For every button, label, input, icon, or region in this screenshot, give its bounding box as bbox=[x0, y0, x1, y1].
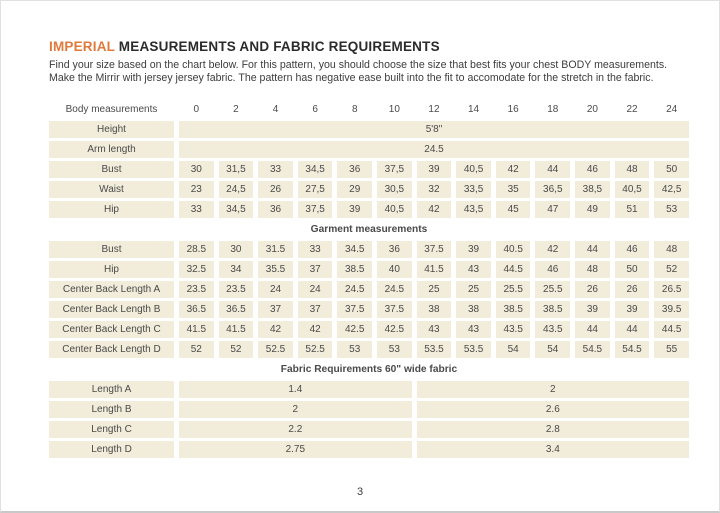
value-cell: 36 bbox=[258, 201, 293, 218]
value-cell: 33 bbox=[298, 241, 333, 258]
value-cell: 42 bbox=[298, 321, 333, 338]
size-header-cell: 18 bbox=[547, 104, 559, 115]
value-cell: 42 bbox=[417, 201, 452, 218]
value-cell: 44 bbox=[615, 321, 650, 338]
value-cell: 26.5 bbox=[654, 281, 689, 298]
value-cell: 52 bbox=[654, 261, 689, 278]
intro-line-1: Find your size based on the chart below. For this pattern, you should choose the size that best fits your chest BODY measurements. bbox=[49, 59, 668, 71]
value-cell: 38.5 bbox=[496, 301, 531, 318]
value-cell: 34,5 bbox=[298, 161, 333, 178]
row-label-cell: Bust bbox=[49, 161, 174, 178]
size-header-cell: 14 bbox=[468, 104, 480, 115]
value-cell: 37.5 bbox=[377, 301, 412, 318]
size-header-cell: 4 bbox=[272, 104, 279, 115]
value-cell: 39.5 bbox=[654, 301, 689, 318]
value-cell: 37 bbox=[258, 301, 293, 318]
size-header-cell: 6 bbox=[312, 104, 318, 115]
value-cell: 52.5 bbox=[258, 341, 293, 358]
value-cell: 24 bbox=[258, 281, 293, 298]
merged-value-cell: 24.5 bbox=[179, 141, 689, 158]
value-cell: 38 bbox=[417, 301, 452, 318]
value-cell: 38 bbox=[456, 301, 491, 318]
value-cell: 37,5 bbox=[377, 161, 412, 178]
value-cell: 42,5 bbox=[654, 181, 689, 198]
value-cell: 26 bbox=[575, 281, 610, 298]
value-cell: 50 bbox=[615, 261, 650, 278]
value-cell: 46 bbox=[615, 241, 650, 258]
value-cell: 29 bbox=[337, 181, 372, 198]
value-cell: 44 bbox=[575, 241, 610, 258]
table-row bbox=[49, 381, 689, 398]
row-label-cell: Center Back Length D bbox=[49, 341, 174, 358]
value-cell: 42.5 bbox=[377, 321, 412, 338]
table-row bbox=[49, 301, 689, 318]
value-cell: 46 bbox=[575, 161, 610, 178]
value-cell: 33,5 bbox=[456, 181, 491, 198]
value-cell: 54.5 bbox=[575, 341, 610, 358]
value-cell: 38.5 bbox=[535, 301, 570, 318]
value-cell: 42 bbox=[496, 161, 531, 178]
value-cell: 40,5 bbox=[377, 201, 412, 218]
value-cell: 41.5 bbox=[417, 261, 452, 278]
size-header-cell: 10 bbox=[388, 104, 400, 115]
value-cell: 52 bbox=[219, 341, 254, 358]
value-cell: 33 bbox=[258, 161, 293, 178]
value-cell: 27,5 bbox=[298, 181, 333, 198]
table-row bbox=[49, 261, 689, 278]
value-cell: 23.5 bbox=[179, 281, 214, 298]
intro-paragraph bbox=[49, 59, 687, 85]
value-cell: 53 bbox=[337, 341, 372, 358]
table-row bbox=[49, 141, 689, 158]
row-label-cell: Hip bbox=[49, 261, 174, 278]
value-cell: 25.5 bbox=[496, 281, 531, 298]
page-number: 3 bbox=[356, 486, 364, 498]
value-cell: 43.5 bbox=[535, 321, 570, 338]
fabric-small-sizes-cell: 2.2 bbox=[179, 421, 412, 438]
value-cell: 30 bbox=[219, 241, 254, 258]
table-row bbox=[49, 241, 689, 258]
page-title-rest: MEASUREMENTS AND FABRIC REQUIREMENTS bbox=[114, 39, 440, 54]
value-cell: 42 bbox=[258, 321, 293, 338]
value-cell: 44 bbox=[535, 161, 570, 178]
table-row bbox=[49, 121, 689, 138]
value-cell: 48 bbox=[654, 241, 689, 258]
row-label-cell: Bust bbox=[49, 241, 174, 258]
intro-line-2: Make the Mirrir with jersey jersey fabric. The pattern has negative ease built into the fit to accomodate for the stretch in the fabric. bbox=[49, 72, 654, 84]
row-label-cell: Height bbox=[49, 121, 174, 138]
value-cell: 43 bbox=[456, 261, 491, 278]
table-row bbox=[49, 401, 689, 418]
value-cell: 43.5 bbox=[496, 321, 531, 338]
size-header-cell: 8 bbox=[351, 104, 358, 115]
value-cell: 41.5 bbox=[219, 321, 254, 338]
value-cell: 47 bbox=[535, 201, 570, 218]
value-cell: 53 bbox=[377, 341, 412, 358]
value-cell: 36.5 bbox=[179, 301, 214, 318]
size-header-row bbox=[49, 101, 689, 118]
value-cell: 25 bbox=[456, 281, 491, 298]
value-cell: 28.5 bbox=[179, 241, 214, 258]
value-cell: 39 bbox=[456, 241, 491, 258]
size-header-cell: 2 bbox=[233, 104, 239, 115]
page-title bbox=[49, 39, 687, 54]
value-cell: 23 bbox=[179, 181, 214, 198]
row-label-cell: Length A bbox=[49, 381, 174, 398]
garment-section-header: Garment measurements bbox=[310, 224, 428, 235]
value-cell: 40 bbox=[377, 261, 412, 278]
value-cell: 41.5 bbox=[179, 321, 214, 338]
value-cell: 46 bbox=[535, 261, 570, 278]
value-cell: 39 bbox=[615, 301, 650, 318]
value-cell: 34,5 bbox=[219, 201, 254, 218]
value-cell: 53.5 bbox=[456, 341, 491, 358]
value-cell: 37 bbox=[298, 301, 333, 318]
size-header-cell: 24 bbox=[666, 104, 678, 115]
row-label-cell: Center Back Length B bbox=[49, 301, 174, 318]
fabric-section-row bbox=[49, 361, 689, 378]
value-cell: 40.5 bbox=[496, 241, 531, 258]
value-cell: 49 bbox=[575, 201, 610, 218]
value-cell: 39 bbox=[417, 161, 452, 178]
value-cell: 24.5 bbox=[337, 281, 372, 298]
table-row bbox=[49, 441, 689, 458]
value-cell: 30 bbox=[179, 161, 214, 178]
value-cell: 37.5 bbox=[337, 301, 372, 318]
value-cell: 54 bbox=[535, 341, 570, 358]
measurements-table bbox=[44, 98, 694, 461]
value-cell: 32 bbox=[417, 181, 452, 198]
row-label-cell: Length B bbox=[49, 401, 174, 418]
value-cell: 39 bbox=[337, 201, 372, 218]
value-cell: 25.5 bbox=[535, 281, 570, 298]
value-cell: 33 bbox=[179, 201, 214, 218]
size-header-cell: 20 bbox=[586, 104, 598, 115]
value-cell: 31,5 bbox=[219, 161, 254, 178]
fabric-large-sizes-cell: 3.4 bbox=[417, 441, 689, 458]
value-cell: 23.5 bbox=[219, 281, 254, 298]
row-label-cell: Arm length bbox=[49, 141, 174, 158]
value-cell: 34 bbox=[219, 261, 254, 278]
table-row bbox=[49, 321, 689, 338]
row-label-cell: Hip bbox=[49, 201, 174, 218]
value-cell: 43 bbox=[456, 321, 491, 338]
size-header-cell: 0 bbox=[193, 104, 200, 115]
value-cell: 44.5 bbox=[496, 261, 531, 278]
value-cell: 35 bbox=[496, 181, 531, 198]
size-header-cell: 16 bbox=[507, 104, 519, 115]
table-row bbox=[49, 421, 689, 438]
value-cell: 48 bbox=[575, 261, 610, 278]
value-cell: 55 bbox=[654, 341, 689, 358]
page-content bbox=[49, 39, 687, 461]
fabric-large-sizes-cell: 2.8 bbox=[417, 421, 689, 438]
value-cell: 53.5 bbox=[417, 341, 452, 358]
value-cell: 43 bbox=[417, 321, 452, 338]
value-cell: 50 bbox=[654, 161, 689, 178]
fabric-small-sizes-cell: 2 bbox=[179, 401, 412, 418]
value-cell: 31.5 bbox=[258, 241, 293, 258]
row-label-cell: Length D bbox=[49, 441, 174, 458]
value-cell: 35.5 bbox=[258, 261, 293, 278]
value-cell: 52.5 bbox=[298, 341, 333, 358]
value-cell: 40,5 bbox=[456, 161, 491, 178]
value-cell: 38,5 bbox=[575, 181, 610, 198]
size-header-cell: 12 bbox=[428, 104, 440, 115]
value-cell: 48 bbox=[615, 161, 650, 178]
table-row bbox=[49, 281, 689, 298]
fabric-small-sizes-cell: 2.75 bbox=[179, 441, 412, 458]
value-cell: 44 bbox=[575, 321, 610, 338]
value-cell: 34.5 bbox=[337, 241, 372, 258]
value-cell: 53 bbox=[654, 201, 689, 218]
table-row bbox=[49, 341, 689, 358]
value-cell: 24,5 bbox=[219, 181, 254, 198]
value-cell: 52 bbox=[179, 341, 214, 358]
body-measurements-header-cell: Body measurements bbox=[65, 104, 158, 115]
page-title-accent: IMPERIAL bbox=[49, 39, 115, 54]
value-cell: 38.5 bbox=[337, 261, 372, 278]
garment-section-row bbox=[49, 221, 689, 238]
measurements-table-wrap bbox=[49, 98, 697, 461]
fabric-section-header: Fabric Requirements 60" wide fabric bbox=[280, 364, 458, 375]
value-cell: 26 bbox=[258, 181, 293, 198]
value-cell: 54.5 bbox=[615, 341, 650, 358]
value-cell: 51 bbox=[615, 201, 650, 218]
value-cell: 45 bbox=[496, 201, 531, 218]
table-row bbox=[49, 181, 689, 198]
value-cell: 32.5 bbox=[179, 261, 214, 278]
value-cell: 39 bbox=[575, 301, 610, 318]
fabric-large-sizes-cell: 2.6 bbox=[417, 401, 689, 418]
table-row bbox=[49, 201, 689, 218]
value-cell: 24.5 bbox=[377, 281, 412, 298]
row-label-cell: Length C bbox=[49, 421, 174, 438]
value-cell: 36,5 bbox=[535, 181, 570, 198]
value-cell: 37 bbox=[298, 261, 333, 278]
value-cell: 25 bbox=[417, 281, 452, 298]
value-cell: 37.5 bbox=[417, 241, 452, 258]
fabric-small-sizes-cell: 1.4 bbox=[179, 381, 412, 398]
value-cell: 30,5 bbox=[377, 181, 412, 198]
value-cell: 36 bbox=[337, 161, 372, 178]
value-cell: 54 bbox=[496, 341, 531, 358]
row-label-cell: Center Back Length A bbox=[49, 281, 174, 298]
row-label-cell: Waist bbox=[49, 181, 174, 198]
value-cell: 24 bbox=[298, 281, 333, 298]
value-cell: 42.5 bbox=[337, 321, 372, 338]
fabric-large-sizes-cell: 2 bbox=[417, 381, 689, 398]
value-cell: 43,5 bbox=[456, 201, 491, 218]
table-row bbox=[49, 161, 689, 178]
value-cell: 42 bbox=[535, 241, 570, 258]
value-cell: 37,5 bbox=[298, 201, 333, 218]
value-cell: 40,5 bbox=[615, 181, 650, 198]
value-cell: 26 bbox=[615, 281, 650, 298]
value-cell: 36 bbox=[377, 241, 412, 258]
value-cell: 44.5 bbox=[654, 321, 689, 338]
value-cell: 36.5 bbox=[219, 301, 254, 318]
merged-value-cell: 5'8" bbox=[179, 121, 689, 138]
row-label-cell: Center Back Length C bbox=[49, 321, 174, 338]
size-header-cell: 22 bbox=[626, 104, 638, 115]
